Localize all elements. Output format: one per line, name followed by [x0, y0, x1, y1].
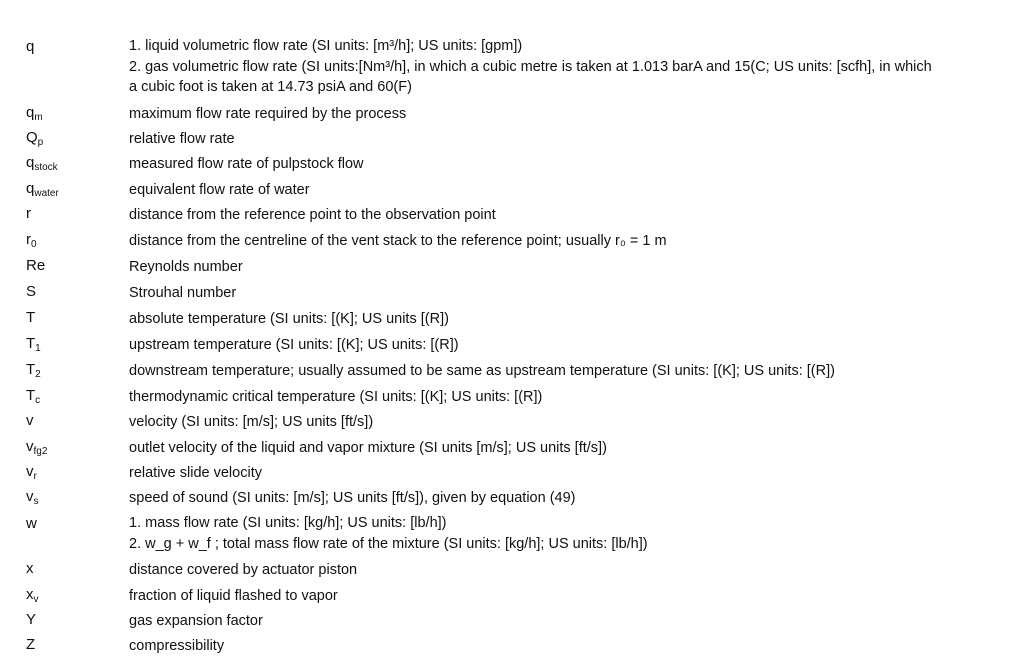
- definition: [129, 636, 1009, 657]
- symbol: $Q_p$: [26, 129, 44, 148]
- symbol: $v_{fg2}$: [26, 438, 48, 457]
- symbol: $T_1$: [26, 335, 41, 354]
- symbol: $q_m$: [26, 104, 43, 123]
- definition: [129, 387, 1009, 408]
- definition-line: 2. gas volumetric flow rate (SI units:[Nm³/h], in which a cubic metre is taken at 1.013 barA and 15(C; US units: [scfh], in which: [129, 58, 932, 75]
- definition-line: distance from the reference point to the observation point: [129, 207, 496, 223]
- definition: [129, 154, 1009, 175]
- definition-line: relative slide velocity: [129, 465, 262, 481]
- definition: [129, 129, 1009, 150]
- symbol: T: [26, 309, 36, 326]
- symbol: w: [26, 515, 37, 532]
- definition-line: distance covered by actuator piston: [129, 562, 358, 578]
- definition: [129, 513, 1009, 554]
- definition: [129, 438, 1009, 459]
- definition: [129, 463, 1009, 484]
- definition: [129, 205, 1009, 226]
- definition-line: fraction of liquid flashed to vapor: [129, 588, 338, 604]
- definition-line: downstream temperature; usually assumed to be same as upstream temperature (SI units: [(K]; US units: [(R]): [129, 363, 835, 379]
- definition: [129, 283, 1009, 304]
- symbol: $q_{stock}$: [26, 154, 58, 173]
- definition-line: maximum flow rate required by the process: [129, 106, 407, 122]
- definition: [129, 335, 1009, 356]
- definition: [129, 104, 1009, 125]
- symbol: $T_2$: [26, 361, 41, 380]
- definition-line: absolute temperature (SI units: [(K]; US units [(R]): [129, 311, 449, 327]
- symbol: $v_s$: [26, 488, 39, 507]
- symbol: $r_0$: [26, 231, 37, 250]
- definition-line: compressibility: [129, 638, 225, 654]
- definition: [129, 611, 1009, 632]
- definition: [129, 361, 1009, 382]
- definition: [129, 309, 1009, 330]
- symbol: r: [26, 205, 31, 222]
- symbol: $x_v$: [26, 586, 39, 605]
- definition: [129, 257, 1009, 278]
- definition-line: outlet velocity of the liquid and vapor mixture (SI units [m/s]; US units [ft/s]): [129, 440, 607, 456]
- definition: [129, 586, 1009, 607]
- definition: [129, 560, 1009, 581]
- definition: [129, 180, 1009, 201]
- definition-line: Strouhal number: [129, 285, 237, 301]
- definition-line: Reynolds number: [129, 259, 243, 275]
- definition-line: upstream temperature (SI units: [(K]; US units: [(R]): [129, 337, 459, 353]
- definition-line: gas expansion factor: [129, 613, 263, 629]
- definition-line: measured flow rate of pulpstock flow: [129, 156, 364, 172]
- definition-line: 1. mass flow rate (SI units: [kg/h]; US units: [lb/h]): [129, 515, 447, 531]
- symbol: $v_r$: [26, 463, 37, 482]
- symbol: $q_{water}$: [26, 180, 59, 199]
- symbol: $T_c$: [26, 387, 41, 406]
- symbol: q: [26, 38, 35, 55]
- definition-line: thermodynamic critical temperature (SI units: [(K]; US units: [(R]): [129, 389, 543, 405]
- symbol: S: [26, 283, 37, 300]
- symbol: Re: [26, 257, 46, 274]
- definition-line: equivalent flow rate of water: [129, 182, 310, 198]
- definition-line: 1. liquid volumetric flow rate (SI units: [m³/h]; US units: [gpm]): [129, 38, 523, 54]
- definition-line: relative flow rate: [129, 131, 235, 147]
- definition-line: speed of sound (SI units: [m/s]; US units [ft/s]), given by equation (49): [129, 490, 576, 506]
- definition: [129, 36, 1009, 98]
- symbol: Y: [26, 611, 37, 628]
- symbol: Z: [26, 636, 36, 653]
- symbol: x: [26, 560, 34, 577]
- definition-line: distance from the centreline of the vent stack to the reference point; usually r₀ = 1 m: [129, 233, 667, 249]
- definition-line: velocity (SI units: [m/s]; US units [ft/s]): [129, 414, 374, 430]
- definition-line: a cubic foot is taken at 14.73 psiA and 60(F): [129, 79, 412, 95]
- definition: [129, 231, 1009, 252]
- definition-line: 2. w_g + w_f ; total mass flow rate of the mixture (SI units: [kg/h]; US units: [lb/h]): [129, 535, 648, 552]
- symbol: v: [26, 412, 34, 429]
- definition: [129, 488, 1009, 509]
- definition: [129, 412, 1009, 433]
